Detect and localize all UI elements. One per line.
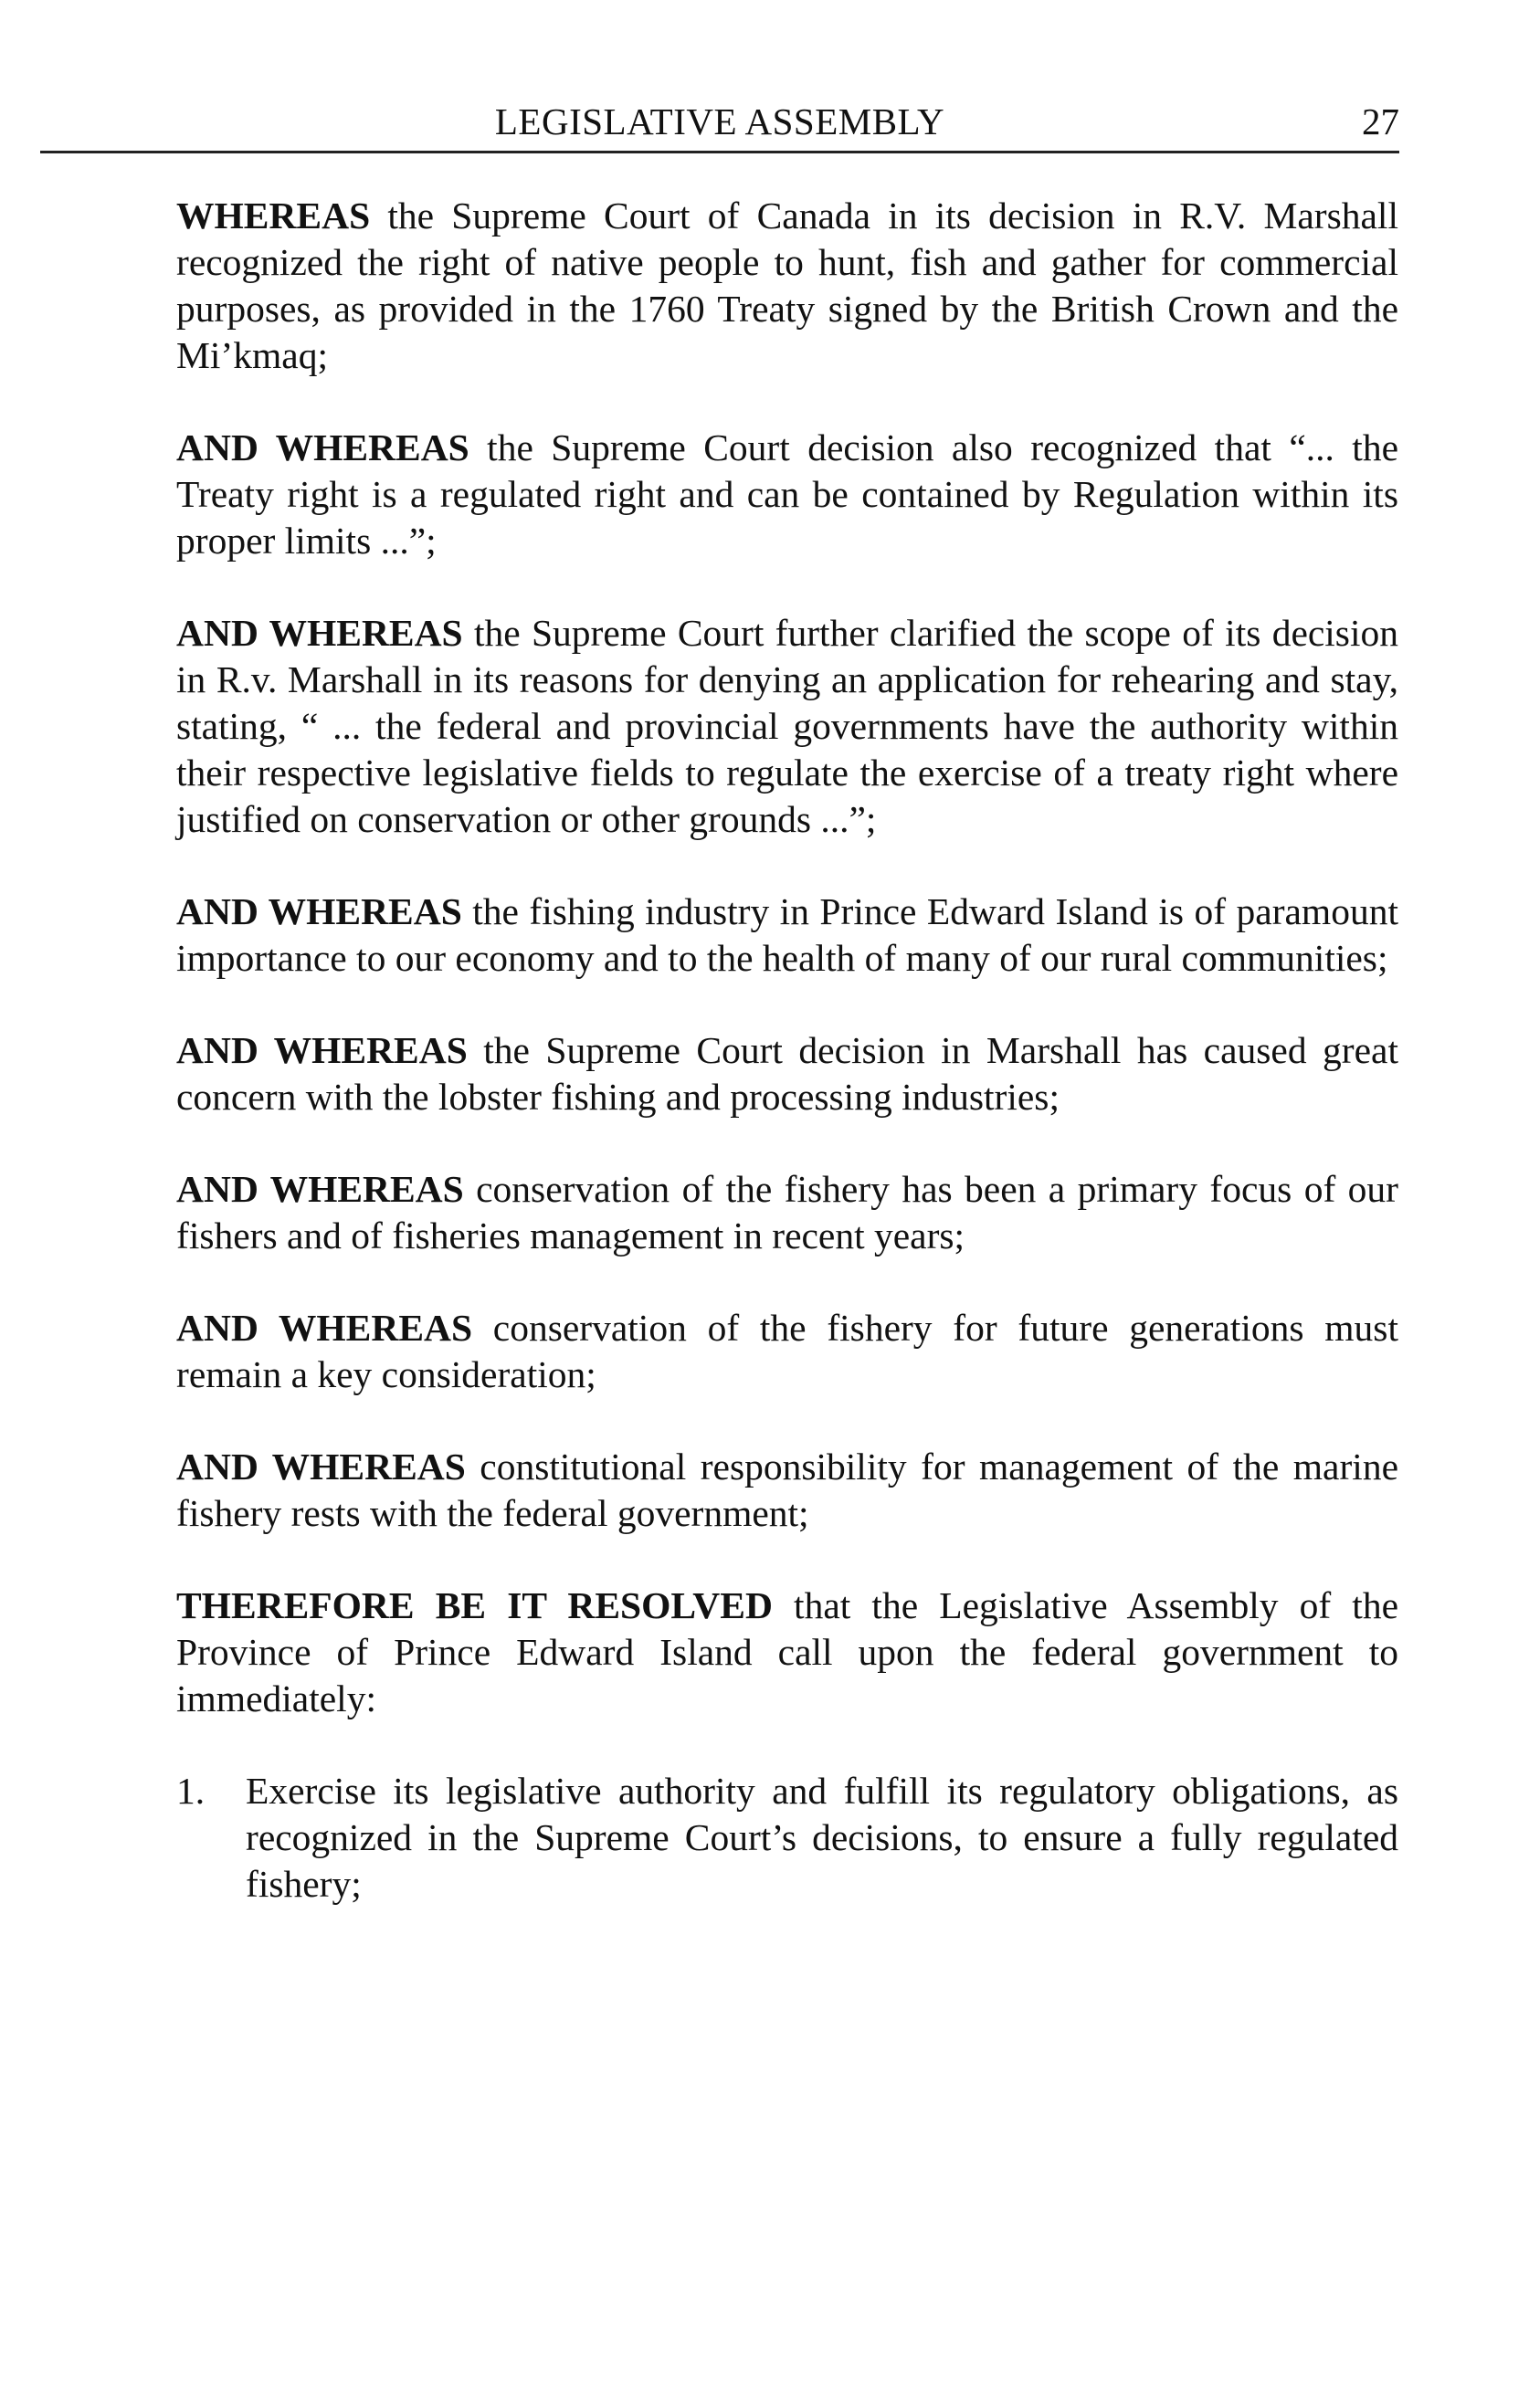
paragraph-lead: AND WHEREAS xyxy=(176,612,463,654)
paragraph xyxy=(176,1166,1398,1259)
paragraph xyxy=(176,425,1398,564)
paragraph xyxy=(176,1027,1398,1120)
page-header xyxy=(40,94,1399,153)
paragraph xyxy=(176,1444,1398,1537)
document-body xyxy=(176,193,1398,1908)
paragraph-text: the Supreme Court of Canada in its decision in R.V. Marshall recognized the right of native people to hunt, fish and gather for commercial purposes, as provided in the 1760 Treaty signed by the British Crown and the Mi’kmaq; xyxy=(176,195,1398,376)
paragraph-text: the fishing industry in Prince Edward Island is of paramount importance to our economy and to the health of many of our rural communities; xyxy=(176,890,1398,979)
paragraph-lead: AND WHEREAS xyxy=(176,1029,468,1071)
paragraph xyxy=(176,193,1398,379)
page-number: 27 xyxy=(1362,100,1399,142)
running-title: LEGISLATIVE ASSEMBLY xyxy=(494,100,945,142)
paragraph-text: the Supreme Court further clarified the scope of its decision in R.v. Marshall in its reasons for denying an application for rehearing and stay, stating, “ ... the federal and provincial governments have the authority within their respective legislative fields to regulate the exercise of a treaty right where justified on conservation or other grounds ...”; xyxy=(176,612,1398,840)
paragraph xyxy=(176,1305,1398,1398)
resolution-paragraph xyxy=(176,1583,1398,1722)
paragraph-text: the Supreme Court decision in Marshall has caused great concern with the lobster fishing and processing industries; xyxy=(176,1029,1398,1118)
paragraph xyxy=(176,610,1398,843)
list-number: 1. xyxy=(176,1770,206,1812)
list-item xyxy=(176,1768,1398,1908)
paragraph-lead: AND WHEREAS xyxy=(176,426,469,468)
paragraph-text: constitutional responsibility for management of the marine fishery rests with the federal government; xyxy=(176,1446,1398,1534)
paragraph-lead: AND WHEREAS xyxy=(176,1168,464,1210)
paragraph-lead: AND WHEREAS xyxy=(176,1446,466,1488)
paragraph-lead: WHEREAS xyxy=(176,195,371,237)
list-item-text: Exercise its legislative authority and fulfill its regulatory obligations, as recognized in the Supreme Court’s decisions, to ensure a fully regulated fishery; xyxy=(246,1770,1398,1905)
paragraph-text: the Supreme Court decision also recognized that “... the Treaty right is a regulated right and can be contained by Regulation within its proper limits ...”; xyxy=(176,426,1398,562)
paragraph-lead: AND WHEREAS xyxy=(176,1307,473,1349)
paragraph-text: conservation of the fishery for future generations must remain a key consideration; xyxy=(176,1307,1398,1395)
paragraph-text: conservation of the fishery has been a primary focus of our fishers and of fisheries management in recent years; xyxy=(176,1168,1398,1257)
paragraph xyxy=(176,889,1398,982)
paragraph-lead: THEREFORE BE IT RESOLVED xyxy=(176,1584,773,1626)
paragraph-text: that the Legislative Assembly of the Province of Prince Edward Island call upon the federal government to immediately: xyxy=(176,1584,1399,1719)
paragraph-lead: AND WHEREAS xyxy=(176,890,462,932)
